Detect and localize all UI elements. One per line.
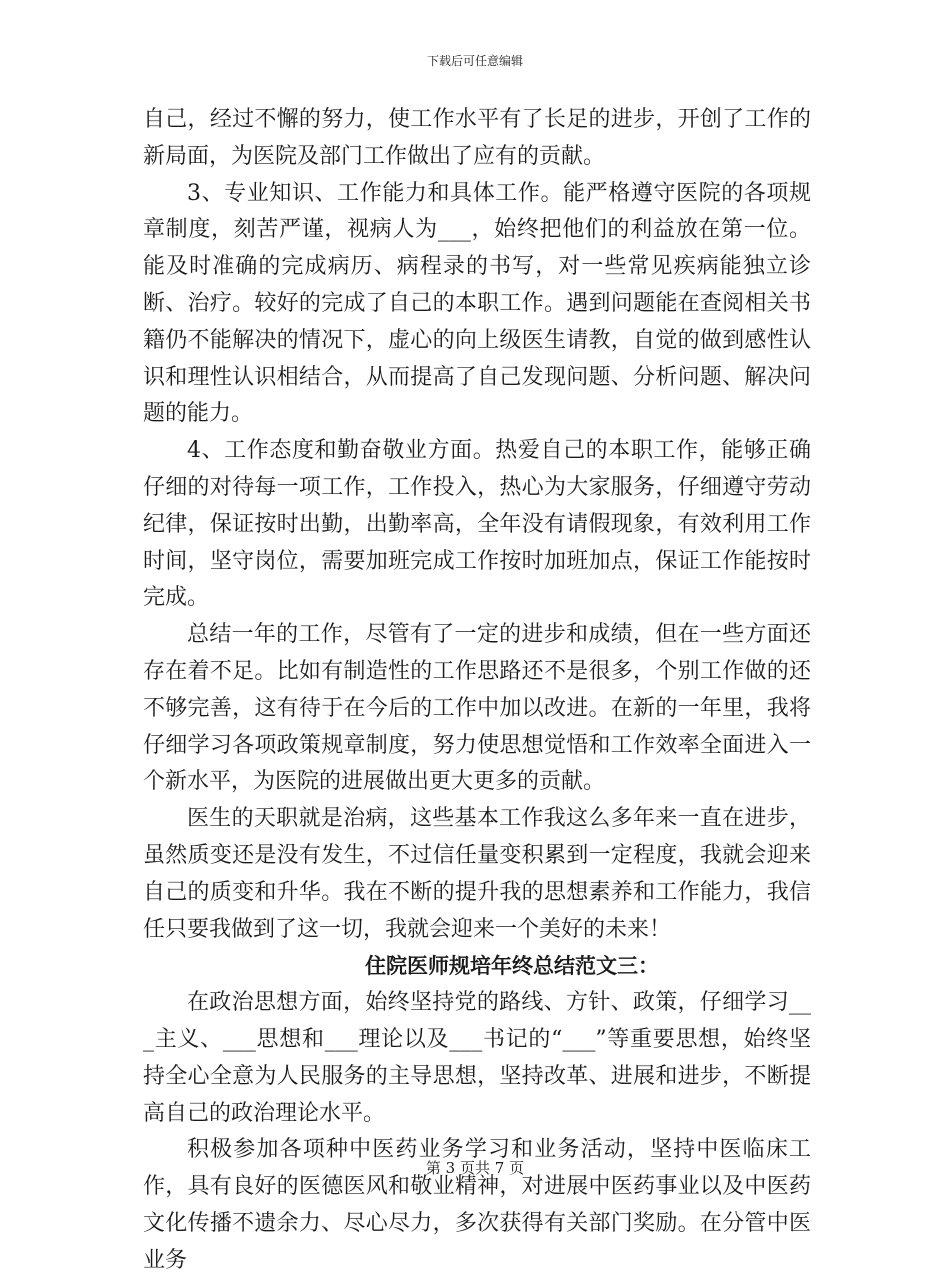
page-header: 下载后可任意编辑	[426, 54, 523, 68]
body-paragraph-continued: 自己，经过不懈的努力，使工作水平有了长足的进步，开创了工作的新局面，为医院及部门工作做出了应有的贡献。	[143, 107, 811, 169]
body-paragraph-year-summary: 总结一年的工作，尽管有了一定的进步和成绩，但在一些方面还存在着不足。比如有制造性的工作思路还不是很多，个别工作做的还不够完善，这有待于在今后的工作中加以改进。在新的一年里，我将仔细学习各项政策规章制度，努力使思想觉悟和工作效率全面进入一个新水平，为医院的进展做出更大更多的贡献。	[143, 622, 811, 795]
body-paragraph-doctor-duty: 医生的天职就是治病，这些基本工作我这么多年来一直在进步，虽然质变还是没有发生，不过信任量变积累到一定程度，我就会迎来自己的质变和升华。我在不断的提升我的思想素养和工作能力，我信任只要我做到了这一切，我就会迎来一个美好的未来！	[143, 806, 811, 942]
body-paragraph-professional-skills: 3、专业知识、工作能力和具体工作。能严格遵守医院的各项规章制度，刻苦严谨，视病人为___，始终把他们的利益放在第一位。能及时准确的完成病历、病程录的书写，对一些常见疾病能独立诊断、治疗。较好的完成了自己的本职工作。遇到问题能在查阅相关书籍仍不能解决的情况下，虚心的向上级医生请教，自觉的做到感性认识和理性认识相结合，从而提高了自己发现问题、分析问题、解决问题的能力。	[143, 180, 811, 427]
body-paragraph-tcm-activities: 积极参加各项种中医药业务学习和业务活动，坚持中医临床工作，具有良好的医德医风和敬业精神，对进展中医药事业以及中医药文化传播不遗余力、尽心尽力，多次获得有关部门奖励。在分管中医业务	[143, 1137, 811, 1273]
body-paragraph-work-attitude: 4、工作态度和勤奋敬业方面。热爱自己的本职工作，能够正确仔细的对待每一项工作，工作投入，热心为大家服务，仔细遵守劳动纪律，保证按时出勤，出勤率高，全年没有请假现象，有效利用工作时间，坚守岗位，需要加班完成工作按时加班加点，保证工作能按时完成。	[143, 438, 811, 611]
body-paragraph-political-thought: 在政治思想方面，始终坚持党的路线、方针、政策，仔细学习___主义、___思想和___理论以及___书记的“___”等重要思想，始终坚持全心全意为人民服务的主导思想，坚持改革、进展和进步，不断提高自己的政治理论水平。	[143, 990, 811, 1126]
section-heading: 住院医师规培年终总结范文三：	[365, 953, 659, 979]
page-number-footer: 第 3 页共 7 页	[425, 1159, 525, 1177]
document-body	[143, 102, 811, 1280]
